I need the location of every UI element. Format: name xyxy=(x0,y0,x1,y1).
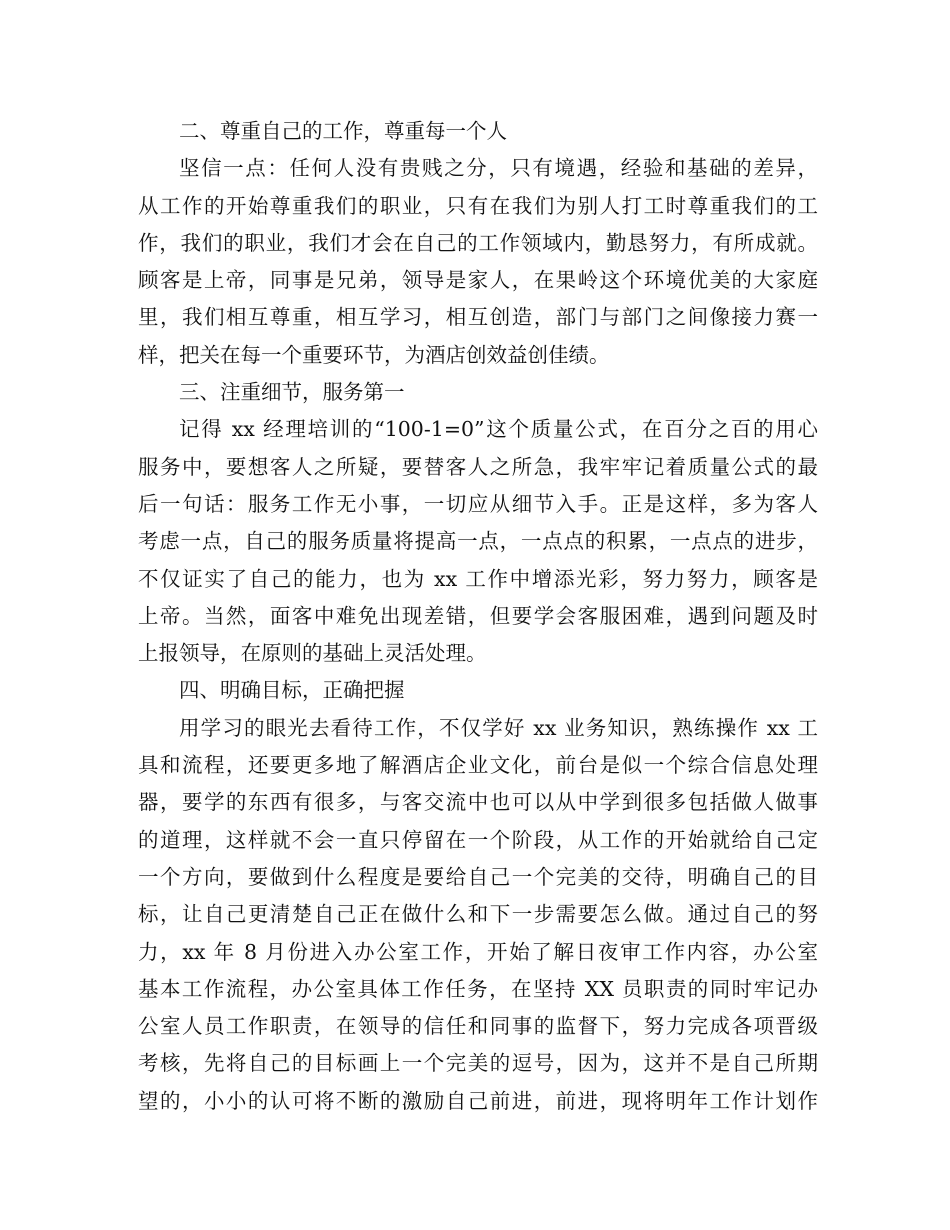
text-line: 样，把关在每一个重要环节，为酒店创效益创佳绩。 xyxy=(138,342,610,367)
text-line: 服务中，要想客人之所疑，要替客人之所急，我牢牢记着质量公式的最 xyxy=(138,454,818,479)
text-line: 顾客是上帝，同事是兄弟，领导是家人，在果岭这个环境优美的大家庭 xyxy=(138,268,818,293)
text-line: 不仅证实了自己的能力，也为 xx 工作中增添光彩，努力努力，顾客是 xyxy=(138,566,818,591)
text-line: 具和流程，还要更多地了解酒店企业文化，前台是似一个综合信息处理 xyxy=(138,753,818,778)
text-line: 的道理，这样就不会一直只停留在一个阶段，从工作的开始就给自己定 xyxy=(138,827,818,852)
body-text xyxy=(138,113,818,1120)
text-line: 考虑一点，自己的服务质量将提高一点，一点点的积累，一点点的进步， xyxy=(138,529,818,554)
text-line: 标，让自己更清楚自己正在做什么和下一步需要怎么做。通过自己的努 xyxy=(138,902,818,927)
section-heading: 四、明确目标，正确把握 xyxy=(179,678,405,703)
text-line: 从工作的开始尊重我们的职业，只有在我们为别人打工时尊重我们的工 xyxy=(138,193,818,218)
text-line: 作，我们的职业，我们才会在自己的工作领域内，勤恳努力，有所成就。 xyxy=(138,230,818,255)
text-line: 坚信一点：任何人没有贵贱之分，只有境遇，经验和基础的差异， xyxy=(179,156,818,181)
text-line: 公室人员工作职责，在领导的信任和同事的监督下，努力完成各项晋级 xyxy=(138,1014,818,1039)
text-line: 后一句话：服务工作无小事，一切应从细节入手。正是这样，多为客人 xyxy=(138,491,818,516)
section-heading: 二、尊重自己的工作，尊重每一个人 xyxy=(179,119,507,143)
text-line: 基本工作流程，办公室具体工作任务，在坚持 XX 员职责的同时牢记办 xyxy=(138,976,818,1001)
text-line: 一个方向，要做到什么程度是要给自己一个完美的交待，明确自己的目 xyxy=(138,864,818,889)
text-line: 里，我们相互尊重，相互学习，相互创造，部门与部门之间像接力赛一 xyxy=(138,305,818,330)
section-heading: 三、注重细节，服务第一 xyxy=(179,380,405,405)
text-line: 器，要学的东西有很多，与客交流中也可以从中学到很多包括做人做事 xyxy=(138,790,818,815)
text-line: 考核，先将自己的目标画上一个完美的逗号，因为，这并不是自己所期 xyxy=(138,1051,818,1076)
text-line: 用学习的眼光去看待工作，不仅学好 xx 业务知识，熟练操作 xx 工 xyxy=(179,715,818,740)
text-line: 力，xx 年 8 月份进入办公室工作，开始了解日夜审工作内容，办公室 xyxy=(138,939,818,964)
text-line: 望的，小小的认可将不断的激励自己前进，前进，现将明年工作计划作 xyxy=(138,1088,818,1113)
text-line: 上报领导，在原则的基础上灵活处理。 xyxy=(138,641,487,666)
text-line: 上帝。当然，面客中难免出现差错，但要学会客服困难，遇到问题及时 xyxy=(138,603,818,628)
text-line: 记得 xx 经理培训的“100-1=0”这个质量公式，在百分之百的用心 xyxy=(179,417,818,442)
